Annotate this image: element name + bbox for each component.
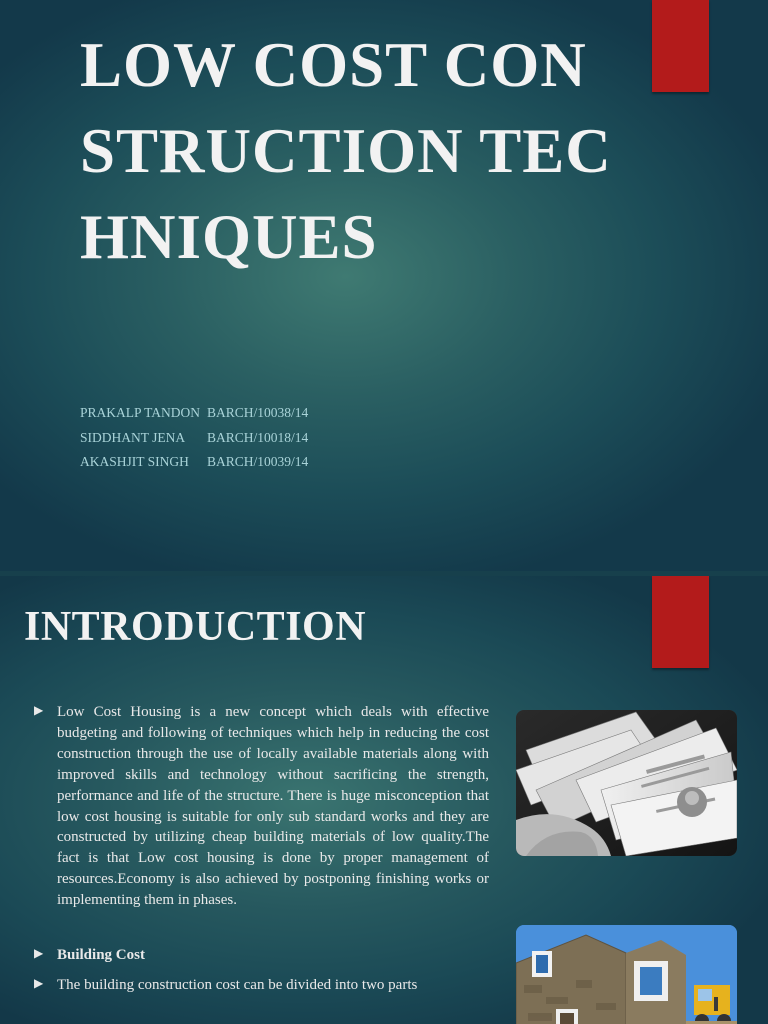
author-id: BARCH/10039/14: [207, 454, 309, 469]
currency-notes-photo: [516, 710, 737, 856]
bullet-item: [34, 702, 489, 911]
stone-building-illustration: [516, 925, 737, 1024]
author-row: [80, 404, 308, 429]
bullet-list: [34, 702, 489, 996]
stone-building-photo: [516, 925, 737, 1024]
currency-notes-illustration: [516, 710, 737, 856]
author-name: SIDDHANT JENA: [80, 429, 186, 445]
play-triangle-icon: ▶: [34, 946, 44, 961]
author-row: [80, 453, 308, 478]
author-name: AKASHJIT SINGH: [80, 454, 189, 469]
author-list: [80, 404, 308, 478]
red-accent-bar: [652, 576, 709, 668]
bullet-text: Building Cost: [57, 947, 145, 964]
bullet-text: The building construction cost can be divided into two parts: [57, 976, 418, 993]
author-id: BARCH/10018/14: [207, 429, 309, 445]
red-accent-bar: [652, 0, 709, 92]
bullet-item: [34, 975, 489, 996]
play-triangle-icon: ▶: [34, 703, 44, 717]
slide-title: INTRODUCTION: [24, 604, 367, 650]
presentation-title: LOW COST CONSTRUCTION TECHNIQUES: [80, 30, 612, 272]
bullet-text: Low Cost Housing is a new concept which deals with effective budgeting and following of techniques which help in reducing the cost construction through the use of locally available materials along with improved skills and technology without sacrificing the strength, performance and life of the structure. There is huge misconception that low cost housing is suitable for only sub standard works and they are constructed by utilizing cheap building materials of low quality.The fact is that Low cost housing is done by proper management of resources.Economy is also achieved by postponing finishing works or implementing them in phases.: [57, 704, 489, 909]
author-id: BARCH/10038/14: [207, 405, 309, 420]
bullet-item: [34, 945, 489, 966]
introduction-slide: [0, 576, 768, 1024]
author-name: PRAKALP TANDON: [80, 405, 201, 420]
play-triangle-icon: ▶: [34, 975, 44, 990]
author-row: [80, 429, 308, 454]
